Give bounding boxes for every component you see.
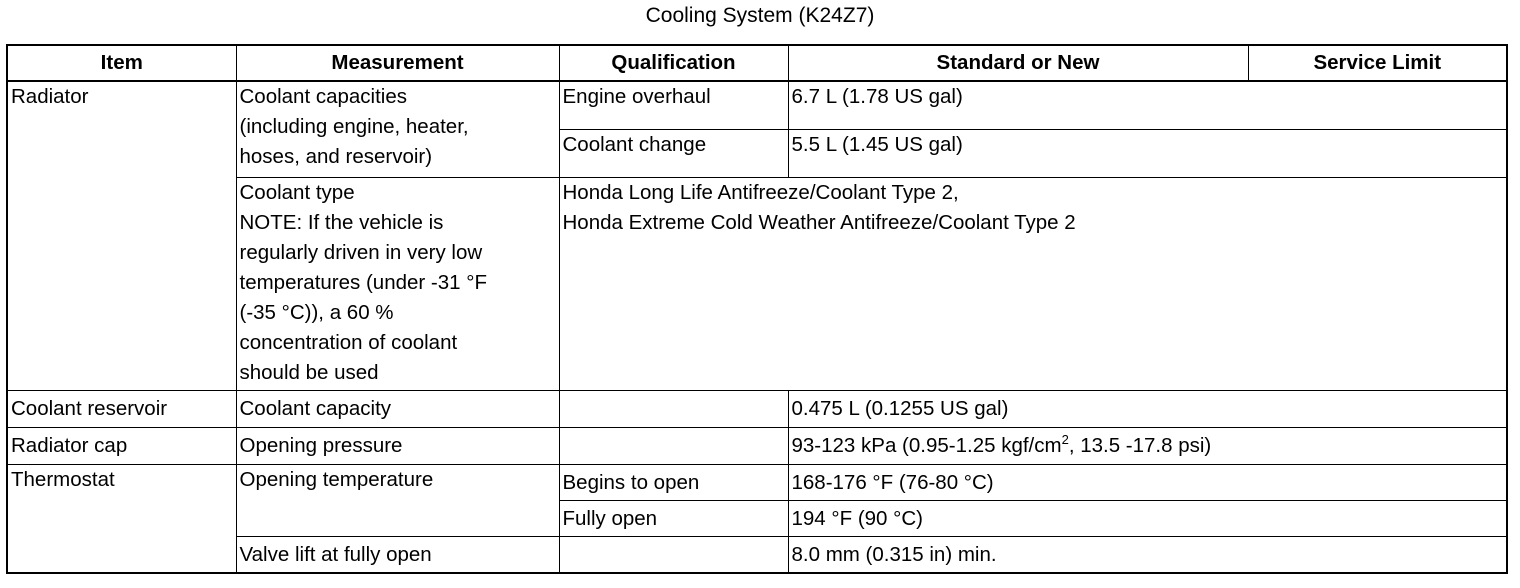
pressure-text-tail: , 13.5 -17.8 psi): [1068, 434, 1212, 457]
text-line: Coolant capacities: [239, 85, 408, 108]
cell-qualification-engine-overhaul: Engine overhaul: [559, 81, 788, 130]
header-measurement: Measurement: [236, 45, 559, 81]
cell-qualification-empty: [559, 537, 788, 574]
text-line: concentration of coolant: [239, 331, 458, 354]
cell-qualification-coolant-change: Coolant change: [559, 130, 788, 178]
cell-item-radiator-cap: Radiator cap: [7, 428, 236, 465]
text-line: Honda Long Life Antifreeze/Coolant Type 2,: [562, 181, 959, 204]
cell-standard-reservoir: 0.475 L (0.1255 US gal): [788, 391, 1507, 428]
cell-standard-radiator-cap: [788, 428, 1507, 465]
text-line: regularly driven in very low: [239, 241, 483, 264]
text-line: temperatures (under -31 °F: [239, 271, 487, 294]
superscript: 2: [1061, 432, 1069, 447]
header-item: Item: [7, 45, 236, 81]
cell-qualification-fully-open: Fully open: [559, 501, 788, 537]
text-line: hoses, and reservoir): [239, 145, 433, 168]
cell-qualification-empty: [559, 391, 788, 428]
header-service-limit: Service Limit: [1248, 45, 1507, 81]
text-line: (-35 °C)), a 60 %: [239, 301, 394, 324]
cell-qualification-empty: [559, 428, 788, 465]
cell-item-coolant-reservoir: Coolant reservoir: [7, 391, 236, 428]
table-row: [7, 428, 1507, 465]
table-row: [7, 391, 1507, 428]
page-title: Cooling System (K24Z7): [645, 4, 875, 27]
cell-standard-begins-to-open: 168-176 °F (76-80 °C): [788, 465, 1507, 501]
cell-standard-valve-lift: 8.0 mm (0.315 in) min.: [788, 537, 1507, 574]
cell-measurement-coolant-capacity: Coolant capacity: [236, 391, 559, 428]
cell-measurement-opening-temperature: Opening temperature: [236, 465, 559, 537]
cell-measurement-valve-lift: Valve lift at fully open: [236, 537, 559, 574]
cell-standard-coolant-change: 5.5 L (1.45 US gal): [788, 130, 1507, 178]
header-standard: Standard or New: [788, 45, 1248, 81]
cell-coolant-capacities: [236, 81, 559, 178]
cell-standard-coolant-type: [559, 178, 1507, 391]
pressure-text: 93-123 kPa (0.95-1.25 kgf/cm: [791, 434, 1062, 457]
header-qualification: Qualification: [559, 45, 788, 81]
table-row: [7, 465, 1507, 501]
text-line: Coolant type: [239, 181, 355, 204]
cell-item-radiator: Radiator: [7, 81, 236, 391]
cell-standard-engine-overhaul: 6.7 L (1.78 US gal): [788, 81, 1507, 130]
text-line: NOTE: If the vehicle is: [239, 211, 444, 234]
text-line: should be used: [239, 361, 379, 384]
cell-standard-fully-open: 194 °F (90 °C): [788, 501, 1507, 537]
cell-coolant-type: [236, 178, 559, 391]
text-line: Honda Extreme Cold Weather Antifreeze/Coolant Type 2: [562, 211, 1076, 234]
cell-measurement-opening-pressure: Opening pressure: [236, 428, 559, 465]
cooling-system-spec-table: [6, 44, 1508, 574]
header-row: [7, 45, 1507, 81]
cell-qualification-begins-to-open: Begins to open: [559, 465, 788, 501]
text-line: (including engine, heater,: [239, 115, 469, 138]
table-row: [7, 81, 1507, 130]
cell-item-thermostat: Thermostat: [7, 465, 236, 574]
